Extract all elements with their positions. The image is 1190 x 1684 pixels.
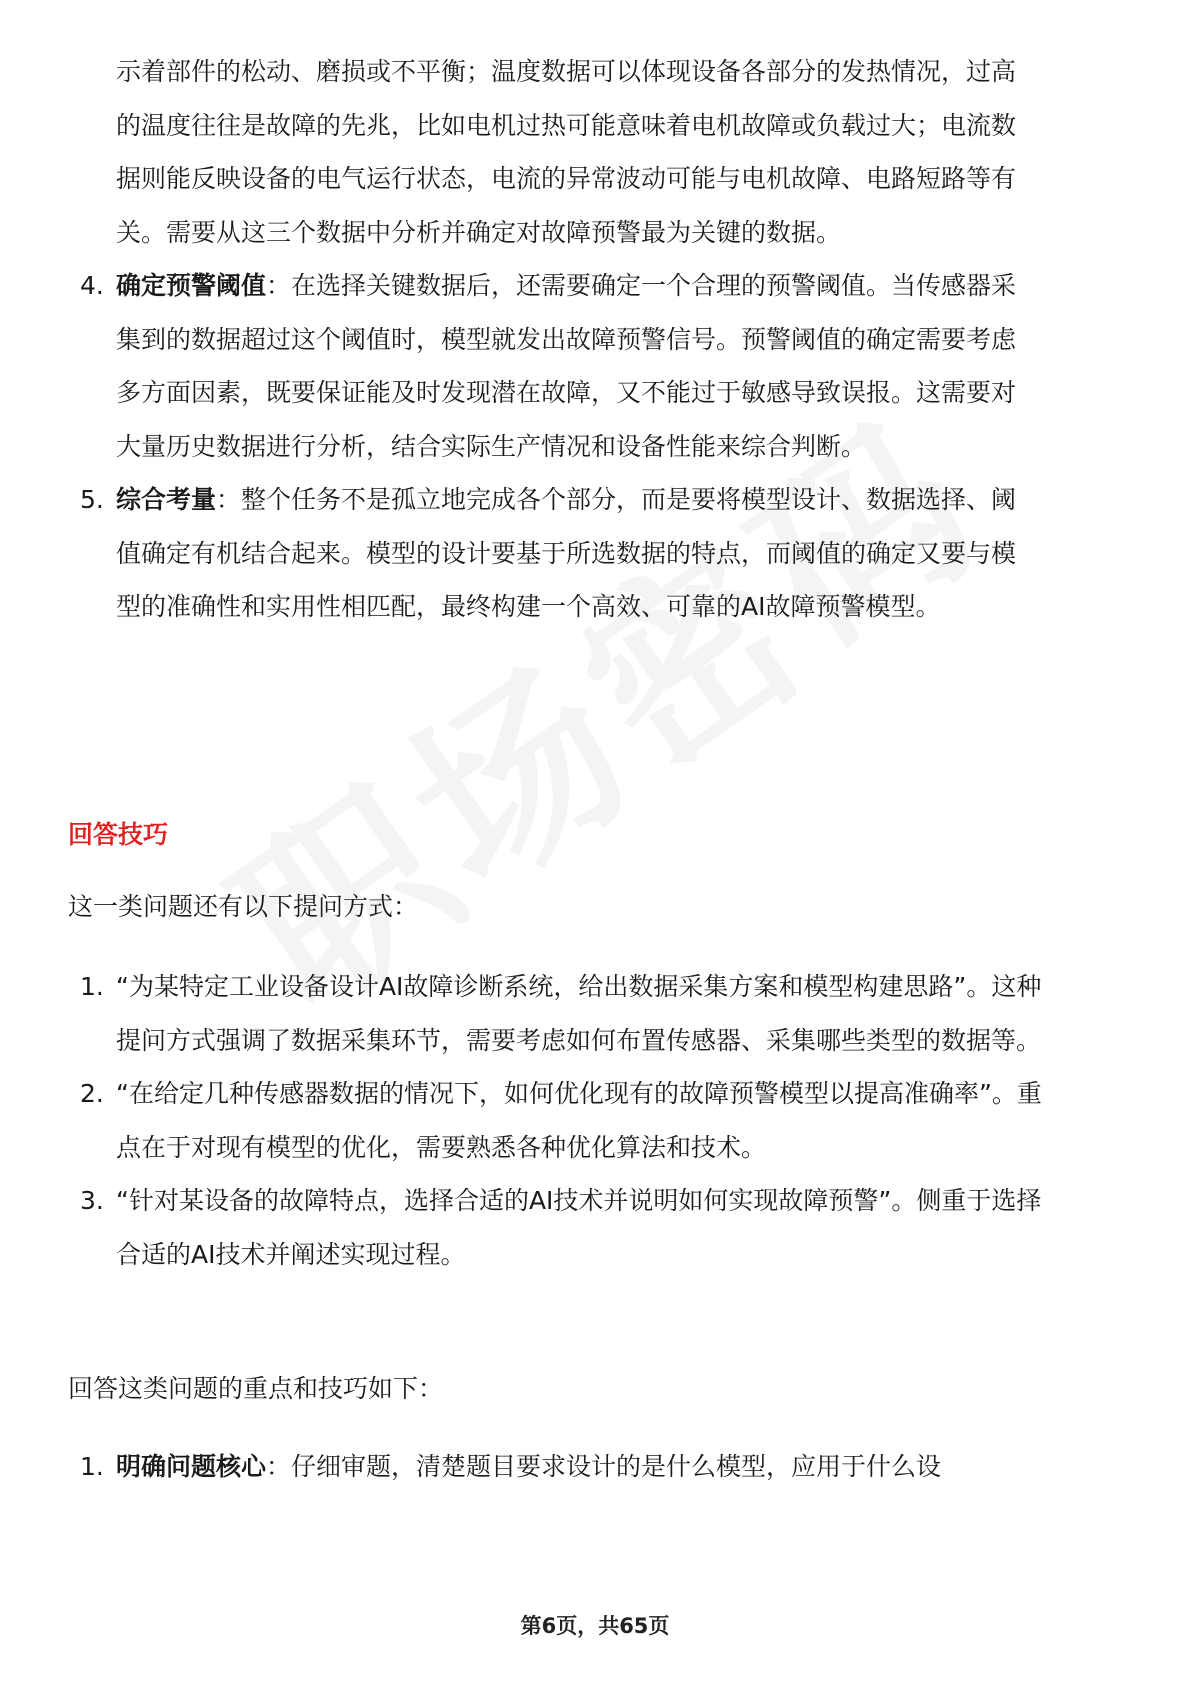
intro-paragraph-2: 回答这类问题的重点和技巧如下： — [68, 1374, 444, 1403]
list-item — [80, 1174, 1046, 1281]
list-number: 4. — [80, 271, 104, 300]
list-item — [80, 259, 1036, 473]
item-title: 明确问题核心 — [116, 1452, 267, 1481]
continued-paragraph: 示着部件的松动、磨损或不平衡；温度数据可以体现设备各部分的发热情况，过高的温度往往是故障的先兆，比如电机过热可能意味着电机故障或负载过大；电流数据则能反映设备的电气运行状态，电流的异常波动可能与电机故障、电路短路等有关。需要从这三个数据中分析并确定对故障预警最为关键的数据。 — [116, 57, 1017, 247]
item-separator: ： — [266, 1452, 292, 1481]
list-item — [80, 473, 1036, 634]
question-variants-list — [80, 960, 1046, 1281]
intro-paragraph: 这一类问题还有以下提问方式： — [68, 892, 419, 921]
item-text: “针对某设备的故障特点，选择合适的AI技术并说明如何实现故障预警”。侧重于选择合适的AI技术并阐述实现过程。 — [116, 1186, 1042, 1269]
tips-list — [80, 1440, 1046, 1494]
list-item — [80, 1067, 1046, 1174]
item-text: “在给定几种传感器数据的情况下，如何优化现有的故障预警模型以提高准确率”。重点在于对现有模型的优化，需要熟悉各种优化算法和技术。 — [116, 1079, 1042, 1162]
item-title: 确定预警阈值 — [116, 271, 267, 300]
item-separator: ： — [216, 485, 242, 514]
page-footer: 第6页，共65页 — [520, 1614, 670, 1638]
section-title: 回答技巧 — [68, 820, 169, 849]
list-number: 1. — [80, 1452, 104, 1481]
list-number: 1. — [80, 972, 104, 1001]
item-separator: ： — [266, 271, 292, 300]
list-item — [80, 1440, 1046, 1494]
item-text: 在选择关键数据后，还需要确定一个合理的预警阈值。当传感器采集到的数据超过这个阈值时，模型就发出故障预警信号。预警阈值的确定需要考虑多方面因素，既要保证能及时发现潜在故障，又不能过于敏感导致误报。这需要对大量历史数据进行分析，结合实际生产情况和设备性能来综合判断。 — [116, 271, 1017, 461]
list-number: 2. — [80, 1079, 104, 1108]
list-item — [80, 960, 1046, 1067]
list-number: 3. — [80, 1186, 104, 1215]
item-title: 综合考量 — [116, 485, 217, 514]
item-text: 整个任务不是孤立地完成各个部分，而是要将模型设计、数据选择、阈值确定有机结合起来。模型的设计要基于所选数据的特点，而阈值的确定又要与模型的准确性和实用性相匹配，最终构建一个高效、可靠的AI故障预警模型。 — [116, 485, 1017, 621]
item-text: “为某特定工业设备设计AI故障诊断系统，给出数据采集方案和模型构建思路”。这种提问方式强调了数据采集环节，需要考虑如何布置传感器、采集哪些类型的数据等。 — [116, 972, 1042, 1055]
list-number: 5. — [80, 485, 104, 514]
item-text: 仔细审题，清楚题目要求设计的是什么模型，应用于什么设 — [291, 1452, 942, 1481]
continued-content — [80, 45, 1036, 634]
